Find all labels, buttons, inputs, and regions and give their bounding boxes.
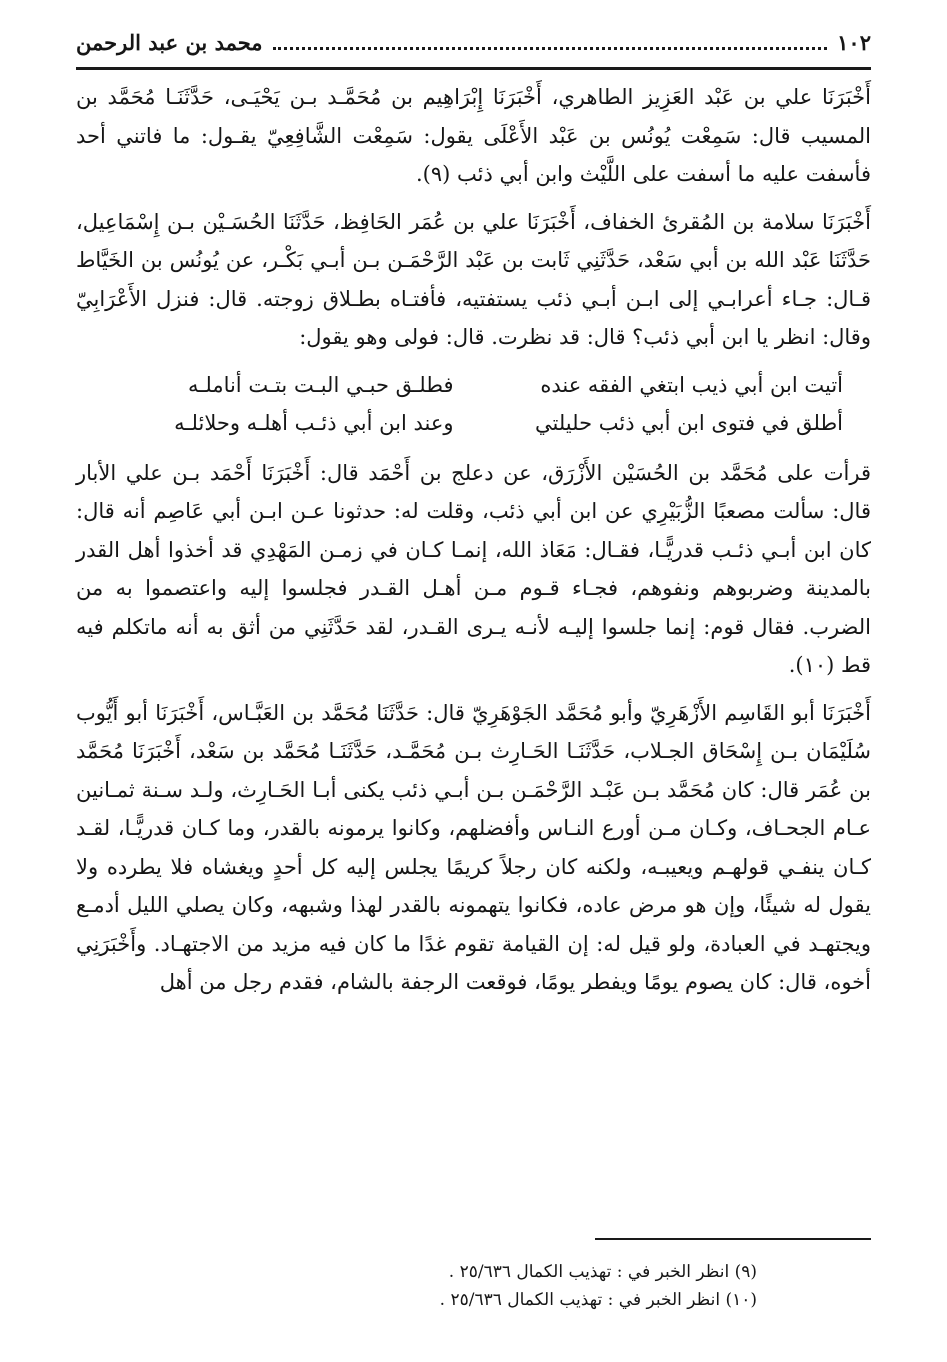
verse-2-first-hemistich: أطلق في فتوى ابن أبي ذئب حليلتي xyxy=(535,410,843,435)
footnote-separator xyxy=(595,1238,871,1240)
paragraph-1: أَخْبَرَنَا علي بن عَبْد العَزِيز الطاهري، أَخْبَرَنَا إِبْرَاهِيم بن مُحَمَّـد بـن يَحْيَـى، حَدَّثَنَـا مُحَمَّد بن المسيب قال: سَمِعْت يُونُس بن عَبْد الأَعْلَى يقول: سَمِعْت الشَّافِعِيّ يقـول: ما فاتني أحد فأسفت عليه ما أسفت على اللَّيْث وابن أبي ذئب (٩). xyxy=(76,85,871,186)
header-dot-leader xyxy=(273,47,828,50)
running-title: محمد بن عبد الرحمن xyxy=(76,30,263,55)
footnotes xyxy=(200,1258,757,1314)
main-text xyxy=(76,78,871,1011)
paragraph-4: أَخْبَرَنَا أبو القَاسِم الأَزْهَرِيّ وأبو مُحَمَّد الجَوْهَرِيّ قال: حَدَّثَنَا مُحَمَّد بن العَبَّـاس، أَخْبَرَنَا أبو أَيُّوب سُلَيْمَان بـن إِسْحَاق الجـلاب، حَدَّثَنَـا الحَـارِث بـن مُحَمَّـد، حَدَّثَنَـا مُحَمَّد بن سَعْد، أَخْبَرَنَا مُحَمَّد بن عُمَر قال: كان مُحَمَّد بـن عَبْـد الرَّحْمَـن بـن أبـي ذئب يكنى أبـا الحَـارِث، ولـد سـنة ثمـانين عـام الجحـاف، وكـان مـن أورع النـاس وأفضلهم، وكانوا يرمونه بالقدر، وما كـان قدريًّـا، لقـد كـان ينفـي قولهـم ويعيبـه، ولكنه كان رجلاً كريمًا يجلس إليه كل أحدٍ ويغشاه فلا يطرده ولا يقول له شيئًا، وإن هو مرض عاده، فكانوا يتهمونه بالقدر لهذا وشبهه، وكان يصلي الليل أدمـع ويجتهـد في العبادة، ولو قيل له: إن القيامة تقوم غدًا ما كان فيه مزيد من الاجتهـاد. وأَخْبَرَنِي أخوه، قال: كان يصوم يومًا ويفطر يومًا، فوقعت الرجفة بالشام، فقدم رجل من أهل xyxy=(76,700,871,994)
page-number: ١٠٢ xyxy=(837,30,871,55)
footnote-10: (١٠) انظر الخبر في : تهذيب الكمال ٢٥/٦٣٦ . xyxy=(439,1290,757,1310)
poem-verses xyxy=(104,366,843,442)
paragraph-2: أَخْبَرَنَا سلامة بن المُقرئ الخفاف، أَخْبَرَنَا علي بن عُمَر الحَافِظ، حَدَّثَنَا الحُسَـيْن بـن إِسْمَاعِيل، حَدَّثَنَا عَبْد الله بن أبي سَعْد، حَدَّثَنِي ثَابت بن عَبْد الرَّحْمَـن بـن أبـي بَكْـر، عن يُونُس بن الخَيَّاط قـال: جـاء أعرابـي إلى ابـن أبـي ذئب يستفتيه، فأفتـاه بطـلاق زوجته. قال: فنزل الأَعْرَابِيّ وقال: انظر يا ابن أبي ذئب؟ قال: قد نظرت. قال: فولى وهو يقول: xyxy=(76,209,871,349)
verse-1-first-hemistich: أتيت ابن أبي ذيب ابتغي الفقه عنده xyxy=(540,372,843,397)
footnote-9: (٩) انظر الخبر في : تهذيب الكمال ٢٥/٦٣٦ . xyxy=(448,1262,757,1282)
verse-2-second-hemistich: وعند ابن أبي ذئـب أهلـه وحلائلـه xyxy=(174,410,454,435)
page-header xyxy=(76,22,871,70)
paragraph-3: قرأت على مُحَمَّد بن الحُسَيْن الأَزْرَق، عن دعلج بن أَحْمَد قال: أَخْبَرَنَا أَحْمَد بـن علي الأبار قال: سألت مصعبًا الزُّبَيْرِي عن ابن أبي ذئب، وقلت له: حدثونا عـن ابـن أبي عَاصِم أنه قال: كان ابن أبـي ذئـب قدريًّـا، فقـال: مَعَاذ الله، إنمـا كـان في زمـن المَهْدِي قد أخذوا أهل القدر بالمدينة وضربوهم ونفوهم، فجـاء قـوم مـن أهـل القـدر فجلسوا إليه واعتصموا به من الضرب. فقال قوم: إنما جلسوا إليـه لأنـه يـرى القـدر، لقد حَدَّثَنِي من أثق به أنه ماتكلم فيه قط (١٠). xyxy=(76,460,871,677)
verse-1-second-hemistich: فطلـق حبـي البـت بتـت أناملـه xyxy=(187,372,454,397)
